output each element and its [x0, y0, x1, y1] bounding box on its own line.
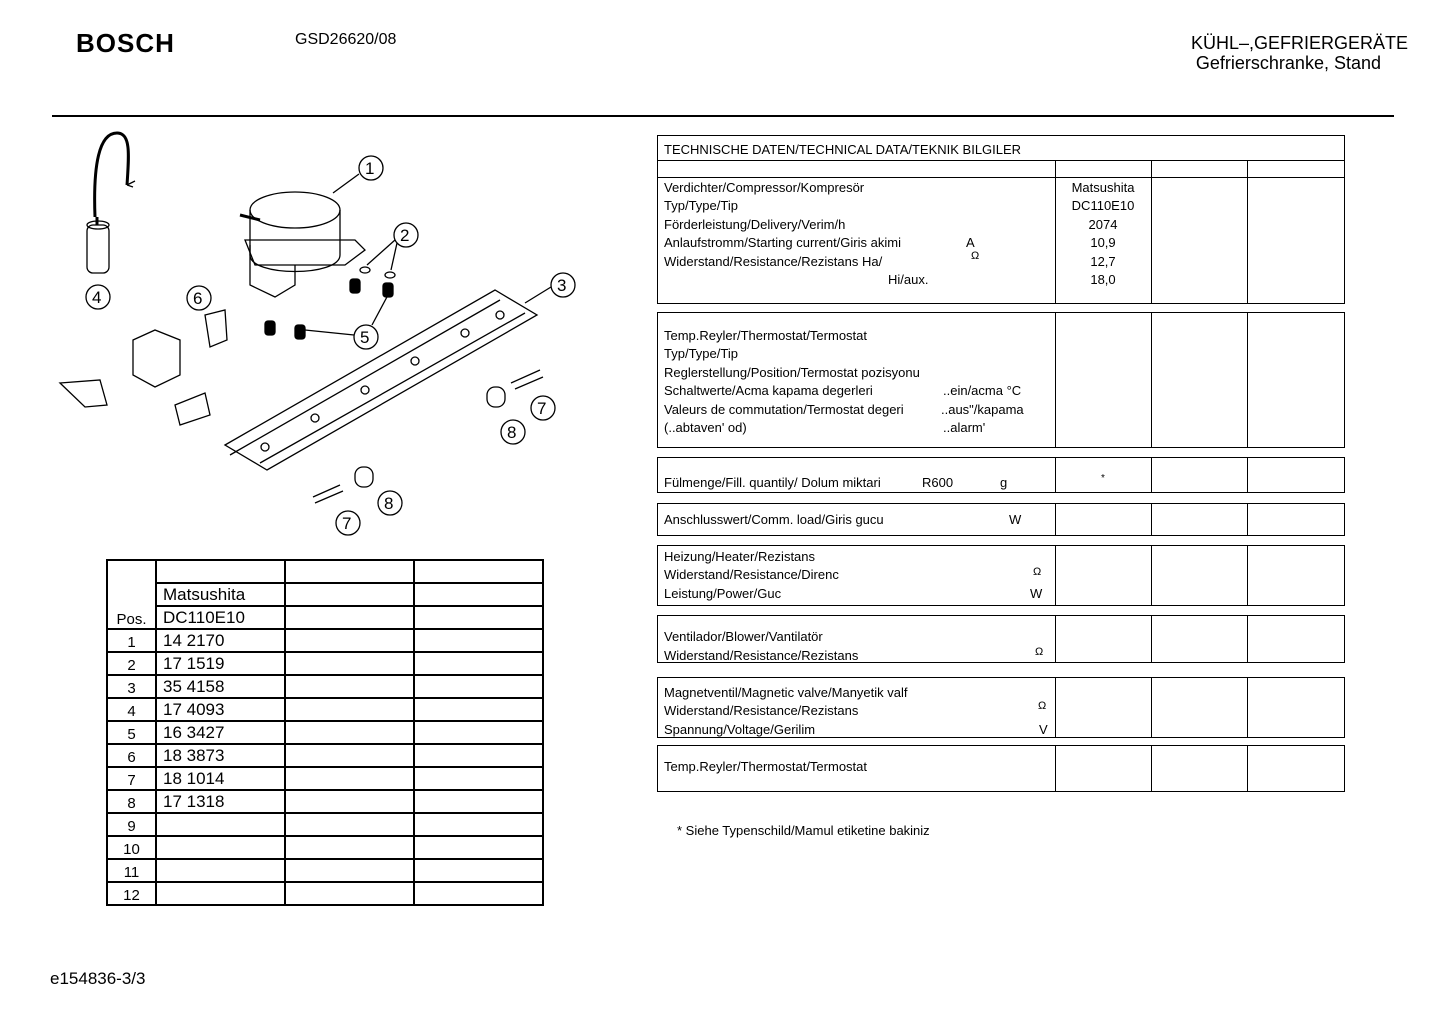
part-number-cell [156, 882, 285, 905]
tech-value: 10,9 [1090, 235, 1116, 250]
unit-label: Ω [1038, 700, 1047, 712]
part-number-cell: 14 2170 [156, 629, 285, 652]
part-number-cell [156, 859, 285, 882]
part-number-cell [156, 836, 285, 859]
mounting-rail-drawing [225, 290, 537, 470]
tech-line: Magnetventil/Magnetic valve/Manyetik valf [664, 685, 908, 700]
callout-label: 3 [557, 276, 567, 295]
unit-label: W [1009, 512, 1022, 527]
category-title: KÜHL–,GEFRIERGERÄTE [1190, 33, 1408, 53]
pos-cell: 7 [107, 767, 156, 790]
pos-cell: 6 [107, 744, 156, 767]
callout-label: 7 [537, 399, 547, 418]
tech-line: Temp.Reyler/Thermostat/Termostat [664, 328, 868, 343]
pos-cell: 5 [107, 721, 156, 744]
tech-line: Widerstand/Resistance/Rezistans [664, 703, 859, 718]
parts-header-type: DC110E10 [156, 606, 285, 629]
parts-table [106, 559, 544, 906]
table-row [107, 675, 543, 698]
tech-line: Verdichter/Compressor/Kompresör [664, 180, 865, 195]
exploded-parts-diagram [55, 125, 595, 545]
table-row [107, 790, 543, 813]
pos-cell: 4 [107, 698, 156, 721]
tech-line: Widerstand/Resistance/Rezistans [664, 648, 859, 663]
unit-label: W [1030, 586, 1043, 601]
callout-label: 2 [400, 226, 410, 245]
pos-cell: 11 [107, 859, 156, 882]
callout-label: 1 [365, 159, 375, 178]
table-row [107, 744, 543, 767]
tech-line: Spannung/Voltage/Gerilim [664, 722, 816, 737]
table-row [107, 859, 543, 882]
grommets-drawing [265, 267, 395, 339]
tech-line: Fülmenge/Fill. quantily/ Dolum miktari [664, 475, 881, 490]
subcategory-title: Gefrierschranke, Stand [1195, 53, 1381, 73]
tech-load-block [657, 503, 1345, 536]
unit-label: V [1039, 722, 1048, 737]
unit-label: Ω [1033, 566, 1042, 578]
part-number-cell: 16 3427 [156, 721, 285, 744]
model-number: GSD26620/08 [295, 31, 397, 48]
compressor-drawing [240, 192, 365, 297]
table-row [107, 813, 543, 836]
callout-1 [333, 156, 383, 193]
table-row [107, 836, 543, 859]
tech-fill-block [657, 457, 1345, 493]
callout-label: 7 [342, 514, 352, 533]
table-row [107, 652, 543, 675]
document-id: e154836-3/3 [50, 969, 146, 988]
tech-line: Widerstand/Resistance/Direnc [664, 567, 839, 582]
tech-suffix: ..alarm' [943, 420, 986, 435]
tech-heater-block [657, 545, 1345, 606]
tech-line: Valeurs de commutation/Termostat degeri [664, 402, 904, 417]
part-number-cell: 35 4158 [156, 675, 285, 698]
tech-value: 18,0 [1090, 272, 1116, 287]
part-number-cell [156, 813, 285, 836]
header-divider [52, 115, 1394, 117]
table-row [107, 882, 543, 905]
tech-line: Schaltwerte/Acma kapama degerleri [664, 383, 873, 398]
tech-line: Typ/Type/Tip [664, 346, 738, 361]
tech-line: Heizung/Heater/Rezistans [664, 549, 816, 564]
tech-suffix: ..ein/acma °C [943, 383, 1022, 398]
unit-label: Ω [971, 250, 980, 262]
callout-3 [525, 273, 575, 303]
footnote: * Siehe Typenschild/Mamul etiketine bakiniz [677, 823, 930, 838]
pos-cell: 10 [107, 836, 156, 859]
tech-value: 2074 [1088, 217, 1118, 232]
part-number-cell: 17 4093 [156, 698, 285, 721]
part-number-cell: 17 1519 [156, 652, 285, 675]
relay-drawing [60, 310, 227, 425]
callout-label: 8 [384, 494, 394, 513]
tech-value: Matsushita [1071, 180, 1135, 195]
tech-thermostat-block [657, 312, 1345, 448]
callout-label: 8 [507, 423, 517, 442]
table-row [107, 698, 543, 721]
sensor-cable-drawing [87, 133, 135, 273]
part-number-cell: 18 1014 [156, 767, 285, 790]
unit-label: Ω [1035, 646, 1044, 658]
parts-header-maker: Matsushita [156, 583, 285, 606]
part-number-cell: 17 1318 [156, 790, 285, 813]
tech-value: DC110E10 [1071, 198, 1135, 213]
tech-title: TECHNISCHE DATEN/TECHNICAL DATA/TEKNIK BILGILER [664, 142, 1022, 157]
tech-line: Hi/aux. [888, 272, 929, 287]
tech-value: * [1101, 473, 1105, 484]
tech-line: Widerstand/Resistance/Rezistans Ha/ [664, 254, 883, 269]
brand-logo: BOSCH [76, 28, 175, 58]
pos-cell: 12 [107, 882, 156, 905]
pos-cell: 1 [107, 629, 156, 652]
tech-line: Typ/Type/Tip [664, 198, 738, 213]
tech-value: 12,7 [1090, 254, 1116, 269]
tech-compressor-block [657, 135, 1345, 304]
tech-line: Temp.Reyler/Thermostat/Termostat [664, 759, 868, 774]
tech-blower-block [657, 615, 1345, 663]
pos-cell: 3 [107, 675, 156, 698]
callout-label: 6 [193, 289, 203, 308]
table-row [107, 721, 543, 744]
tech-line: Leistung/Power/Guc [664, 586, 782, 601]
table-row [107, 629, 543, 652]
callout-label: 4 [92, 288, 102, 307]
refrigerant-type: R600 [922, 475, 954, 490]
callout-5 [305, 295, 388, 349]
tech-line: (..abtaven' od) [664, 420, 747, 435]
pos-cell: 9 [107, 813, 156, 836]
pos-header: Pos. [107, 606, 156, 629]
tech-line: Anlaufstromm/Starting current/Giris akimi [664, 235, 901, 250]
tech-line: Reglerstellung/Position/Termostat pozisyonu [664, 365, 920, 380]
callout-2 [367, 223, 418, 270]
tech-thermostat2-block [657, 745, 1345, 792]
pos-cell: 8 [107, 790, 156, 813]
tech-suffix: ..aus"/kapama [941, 402, 1024, 417]
tech-line: Ventilador/Blower/Vantilatör [664, 629, 823, 644]
tech-line: Förderleistung/Delivery/Verim/h [664, 217, 846, 232]
tech-valve-block [657, 677, 1345, 738]
tech-line: Anschlusswert/Comm. load/Giris gucu [664, 512, 884, 527]
pos-cell: 2 [107, 652, 156, 675]
table-row [107, 767, 543, 790]
unit-label: A [966, 235, 975, 250]
callout-label: 5 [360, 328, 370, 347]
part-number-cell: 18 3873 [156, 744, 285, 767]
unit-label: g [1000, 475, 1008, 490]
